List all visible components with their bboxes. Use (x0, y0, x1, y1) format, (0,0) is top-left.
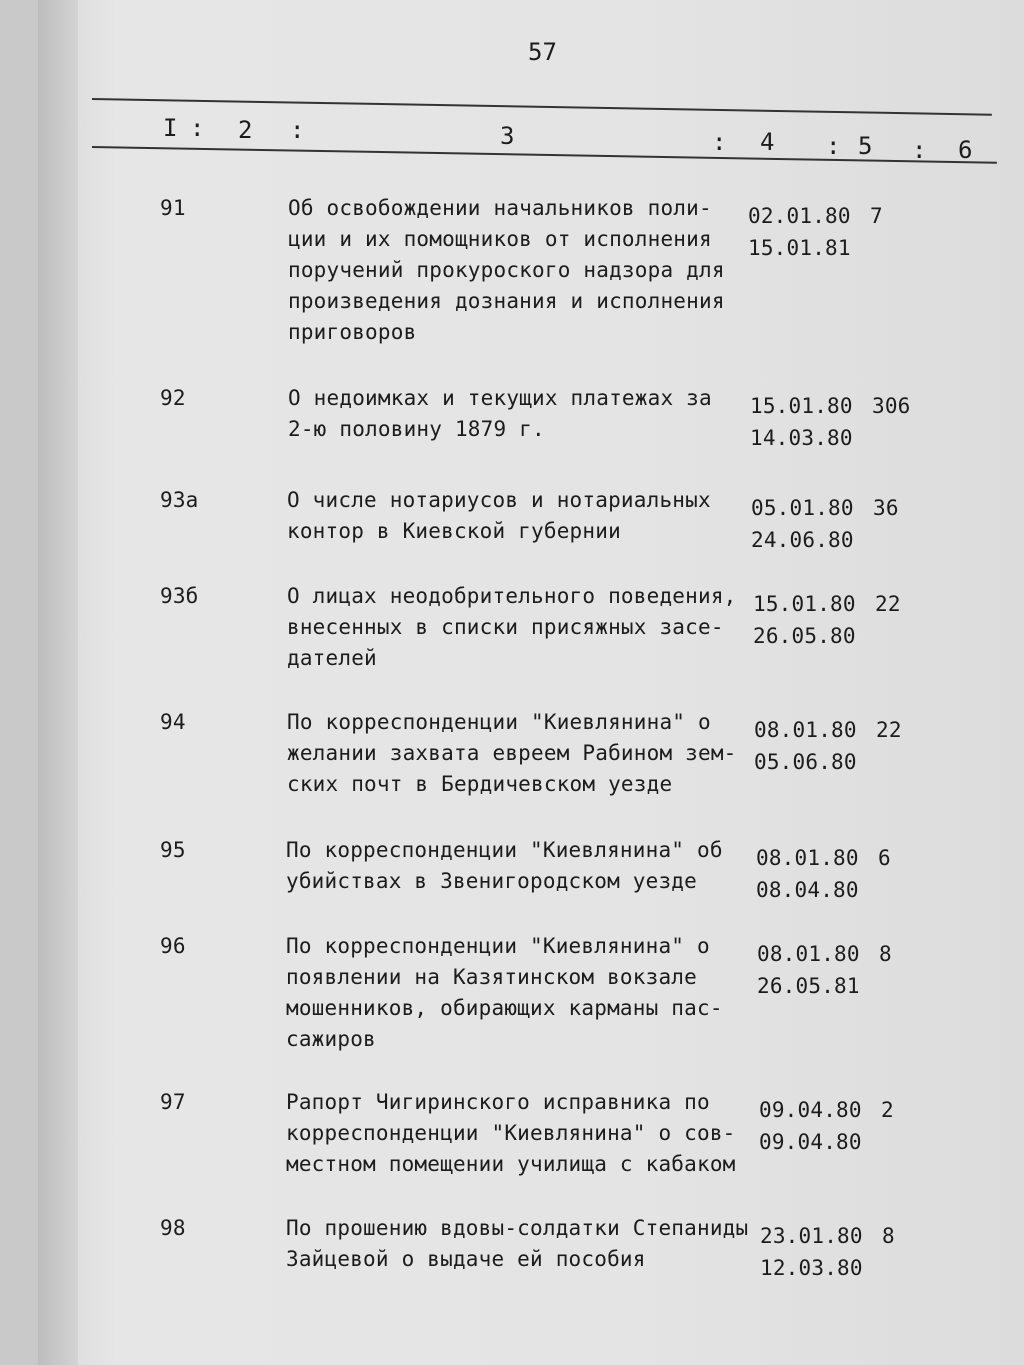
row-sheet-count: 36 (873, 496, 899, 520)
row-end-date: 08.04.80 (756, 878, 859, 902)
row-number: 91 (160, 196, 186, 220)
row-sheet-count: 22 (875, 592, 901, 616)
page-edge-shadow (38, 0, 78, 1365)
row-number: 96 (160, 934, 186, 958)
row-start-date: 15.01.80 (750, 394, 853, 418)
row-description-line: мошенников, обирающих карманы пас- (286, 996, 723, 1020)
row-sheet-count: 2 (881, 1098, 894, 1122)
row-number: 92 (160, 386, 186, 410)
row-description-line: убийствах в Звенигородском уезде (286, 869, 697, 893)
row-description-line: О числе нотариусов и нотариальных (287, 488, 711, 512)
row-description-line: 2-ю половину 1879 г. (288, 417, 545, 441)
header-sep: : (290, 116, 305, 144)
row-description-line: сажиров (286, 1027, 376, 1051)
row-sheet-count: 7 (870, 204, 883, 228)
row-sheet-count: 22 (876, 718, 902, 742)
row-description-line: По корреспонденции "Киевлянина" о (286, 934, 710, 958)
row-start-date: 02.01.80 (748, 204, 851, 228)
row-description-line: По корреспонденции "Киевлянина" об (286, 838, 723, 862)
row-number: 94 (160, 710, 186, 734)
row-sheet-count: 6 (878, 846, 891, 870)
row-description-line: поручений прокуроского надзора для (288, 258, 725, 282)
row-description-line: Об освобождении начальников поли- (288, 196, 712, 220)
header-sep: : (190, 114, 205, 142)
header-sep: : (912, 136, 927, 164)
row-description-line: произведения дознания и исполнения (288, 289, 725, 313)
row-sheet-count: 8 (879, 942, 892, 966)
page-number: 57 (528, 38, 557, 66)
row-number: 95 (160, 838, 186, 862)
row-start-date: 08.01.80 (757, 942, 860, 966)
header-col-2: 2 (238, 116, 253, 144)
row-end-date: 05.06.80 (754, 750, 857, 774)
row-end-date: 15.01.81 (748, 236, 851, 260)
row-start-date: 15.01.80 (753, 592, 856, 616)
row-description-line: местном помещении училища с кабаком (286, 1152, 736, 1176)
row-description-line: приговоров (288, 320, 417, 344)
header-sep: : (712, 128, 727, 156)
row-description-line: контор в Киевской губернии (287, 519, 621, 543)
row-description-line: Зайцевой о выдаче ей пособия (286, 1247, 646, 1271)
row-end-date: 26.05.80 (753, 624, 856, 648)
header-col-1: I (163, 114, 178, 142)
row-sheet-count: 8 (882, 1224, 895, 1248)
row-description-line: ских почт в Бердичевском уезде (287, 772, 673, 796)
header-sep: : (826, 132, 841, 160)
row-description-line: появлении на Казятинском вокзале (286, 965, 697, 989)
row-start-date: 08.01.80 (754, 718, 857, 742)
row-description-line: внесенных в списки присяжных засе- (287, 615, 724, 639)
row-description-line: О лицах неодобрительного поведения, (287, 584, 737, 608)
row-end-date: 26.05.81 (757, 974, 860, 998)
row-number: 97 (160, 1090, 186, 1114)
row-number: 93б (160, 584, 199, 608)
row-number: 98 (160, 1216, 186, 1240)
row-end-date: 09.04.80 (759, 1130, 862, 1154)
row-description-line: желании захвата евреем Рабином зем- (287, 741, 737, 765)
header-col-3: 3 (500, 122, 515, 150)
header-col-4: 4 (760, 128, 775, 156)
row-sheet-count: 306 (872, 394, 911, 418)
row-start-date: 23.01.80 (760, 1224, 863, 1248)
row-description-line: О недоимках и текущих платежах за (288, 386, 712, 410)
row-description-line: По прошению вдовы-солдатки Степаниды (286, 1216, 749, 1240)
row-description-line: ции и их помощников от исполнения (288, 227, 712, 251)
row-end-date: 12.03.80 (760, 1256, 863, 1280)
header-col-5: 5 (858, 132, 873, 160)
row-description-line: дателей (287, 646, 377, 670)
row-description-line: корреспонденции "Киевлянина" о сов- (286, 1121, 736, 1145)
row-description-line: По корреспонденции "Киевлянина" о (287, 710, 711, 734)
row-end-date: 14.03.80 (750, 426, 853, 450)
row-start-date: 09.04.80 (759, 1098, 862, 1122)
header-col-6: 6 (958, 136, 973, 164)
row-start-date: 05.01.80 (751, 496, 854, 520)
row-start-date: 08.01.80 (756, 846, 859, 870)
row-end-date: 24.06.80 (751, 528, 854, 552)
row-description-line: Рапорт Чигиринского исправника по (286, 1090, 710, 1114)
row-number: 93а (160, 488, 199, 512)
